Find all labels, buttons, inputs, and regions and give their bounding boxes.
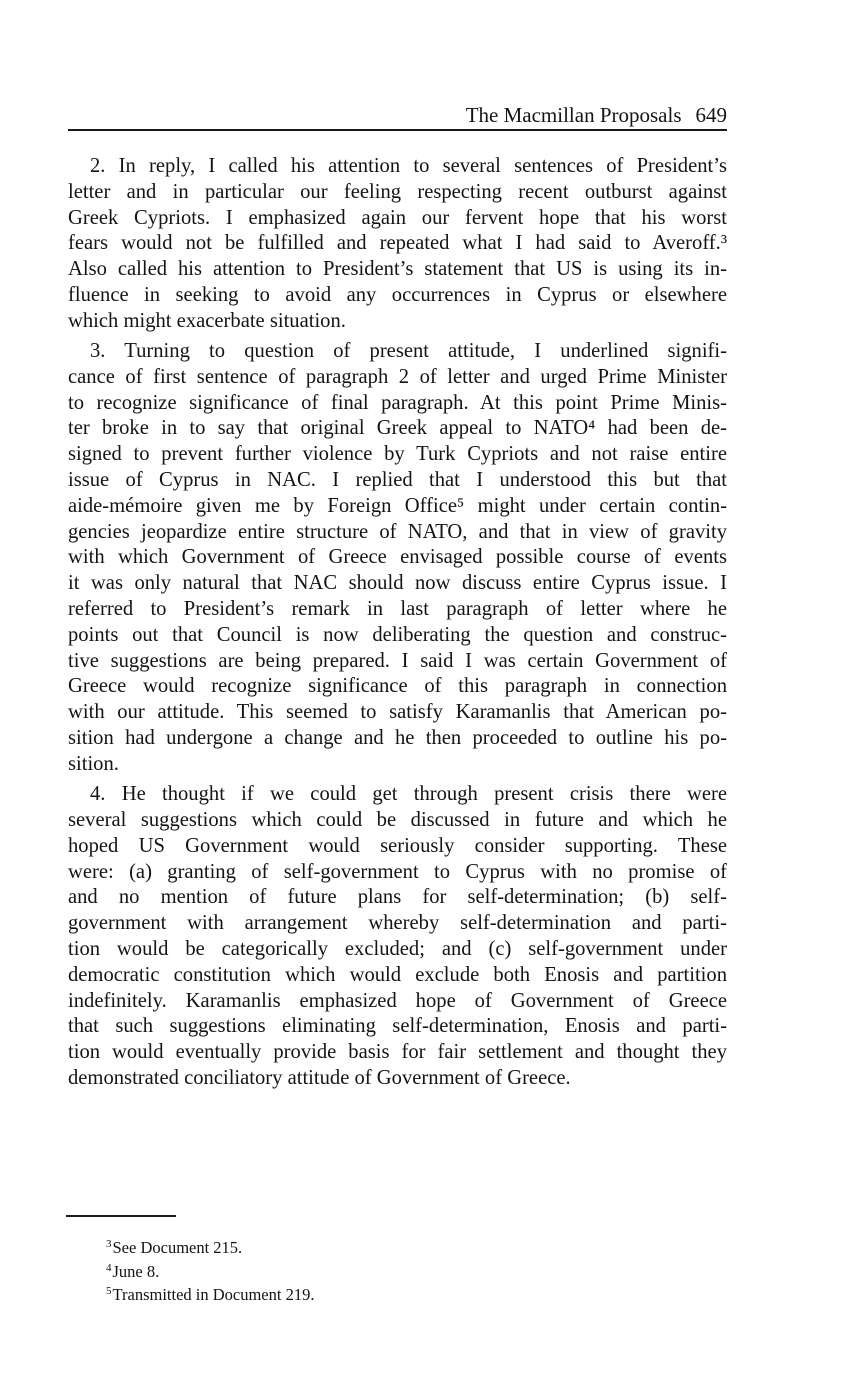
footnote [106,1257,314,1281]
text-line: ter broke in to say that original Greek appeal to NATO⁴ had been de- [68,417,727,440]
running-title: The Macmillan Proposals [465,103,682,127]
footnotes [106,1233,314,1304]
page-number: 649 [695,103,727,127]
text-line: issue of Cyprus in NAC. I replied that I understood this but that [68,469,727,492]
text-line: points out that Council is now deliberating the question and construc- [68,623,727,646]
text-line: tive suggestions are being prepared. I said I was certain Government of [68,649,727,672]
paragraph [68,339,727,778]
footnote-text: Transmitted in Document 219. [112,1285,315,1304]
text-line: which might exacerbate situation. [68,309,346,332]
text-line: government with arrangement whereby self-determination and parti- [68,912,727,935]
text-line: with which Government of Greece envisaged possible course of events [68,546,727,569]
footnote-mark: 4 [106,1261,112,1274]
text-line: demonstrated conciliatory attitude of Government of Greece. [68,1066,571,1089]
text-line: several suggestions which could be discussed in future and which he [68,808,727,831]
text-line: 3. Turning to question of present attitude, I underlined signifi- [90,340,727,363]
text-line: it was only natural that NAC should now discuss entire Cyprus issue. I [68,572,727,595]
text-line: letter and in particular our feeling respecting recent outburst against [68,180,727,203]
text-line: were: (a) granting of self-government to Cyprus with no promise of [68,860,727,883]
footnote-mark: 5 [106,1285,112,1297]
text-line: tion would be categorically excluded; and (c) self-government under [68,937,727,960]
text-line: hoped US Government would seriously consider supporting. These [68,834,727,857]
footnote [106,1280,314,1304]
text-line: and no mention of future plans for self-determination; (b) self- [68,886,727,909]
text-line: gencies jeopardize entire structure of NATO, and that in view of gravity [68,520,727,543]
text-line: sition had undergone a change and he then proceeded to outline his po- [68,727,727,750]
footnote-mark: 3 [106,1238,112,1250]
text-line: that such suggestions eliminating self-determination, Enosis and parti- [68,1015,727,1038]
text-line: Greece would recognize significance of this paragraph in connection [68,675,727,698]
text-line: Greek Cypriots. I emphasized again our fervent hope that his worst [68,206,727,229]
running-header [68,103,727,129]
text-line: Also called his attention to President’s statement that US is using its in- [68,258,727,281]
text-line: fears would not be fulfilled and repeated what I had said to Averoff.³ [68,232,727,255]
text-line: signed to prevent further violence by Turk Cypriots and not raise entire [68,443,727,466]
header-rule [68,129,727,131]
text-line: 4. He thought if we could get through present crisis there were [90,783,727,806]
footnote [106,1233,314,1257]
body-text [68,154,727,1096]
text-line: indefinitely. Karamanlis emphasized hope of Government of Greece [68,989,727,1012]
text-line: with our attitude. This seemed to satisfy Karamanlis that American po- [68,701,727,724]
paragraph [68,782,727,1092]
text-line: sition. [68,752,119,775]
text-line: fluence in seeking to avoid any occurrences in Cyprus or elsewhere [68,283,727,306]
text-line: to recognize significance of final paragraph. At this point Prime Minis- [68,391,727,414]
footnote-text: See Document 215. [112,1238,243,1257]
text-line: referred to President’s remark in last paragraph of letter where he [68,598,727,621]
footnote-rule [66,1215,176,1217]
text-line: tion would eventually provide basis for fair settlement and thought they [68,1041,727,1064]
text-line: cance of first sentence of paragraph 2 of letter and urged Prime Minister [68,365,727,388]
paragraph [68,154,727,335]
text-line: aide-mémoire given me by Foreign Office⁵ might under certain contin- [68,494,727,517]
footnote-text: June 8. [112,1261,160,1281]
text-line: 2. In reply, I called his attention to several sentences of President’s [90,155,727,177]
text-line: democratic constitution which would exclude both Enosis and partition [68,963,727,986]
